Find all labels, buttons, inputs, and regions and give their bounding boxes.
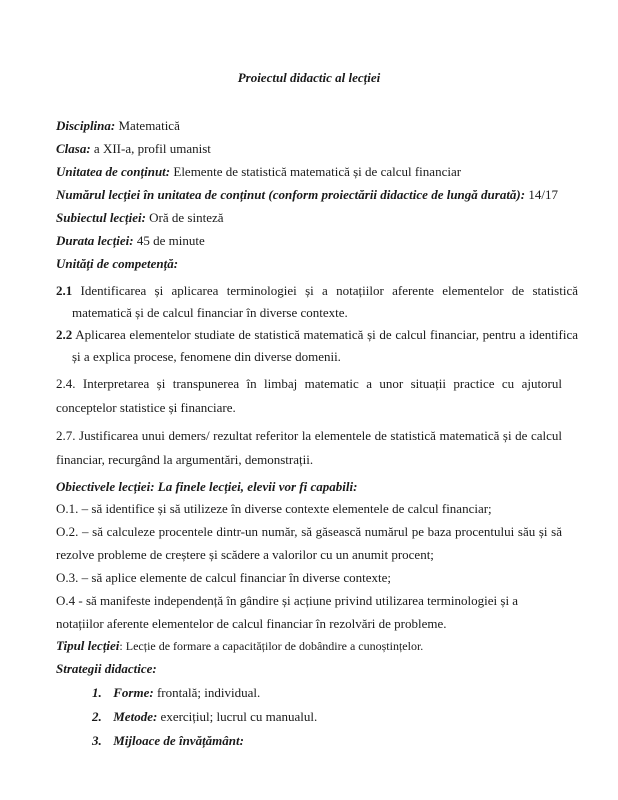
field-disciplina (56, 118, 180, 134)
competence-2-1 (56, 280, 578, 324)
strategy-number: 2. (92, 709, 102, 724)
strategy-value: frontală; individual. (153, 685, 261, 700)
field-value: Elemente de statistică matematică și de calcul financiar (170, 164, 462, 179)
competence-2-4 (56, 372, 562, 420)
field-value: Oră de sinteză (145, 210, 224, 225)
strategy-number: 3. (92, 733, 102, 748)
field-value: 45 de minute (133, 233, 205, 248)
objective-o4: O.4 - să manifeste independență în gândire și acțiune privind utilizarea terminologiei și a notațiilor aferente elementelor de calcul financiar în rezolvări de probleme. (56, 593, 519, 631)
field-label: Disciplina: (56, 118, 116, 133)
competences-heading (56, 256, 178, 272)
competence-number: 2.1 (56, 283, 73, 298)
competence-text: Justificarea unui demers/ rezultat referitor la elementele de statistică matematică și de calcul financiar, recurgând la argumentări, demonstrații. (56, 428, 562, 467)
strategy-number: 1. (92, 685, 102, 700)
field-value: a XII-a, profil umanist (90, 141, 211, 156)
lesson-type-value: : Lecție de formare a capacităților de dobândire a cunoștințelor. (119, 639, 424, 653)
lesson-type-label: Tipul lecției (56, 638, 120, 653)
strategy-item (92, 733, 244, 749)
field-durata (56, 233, 205, 249)
field-value: Matematică (115, 118, 180, 133)
competence-number: 2.7. (56, 428, 76, 443)
field-label: Durata lecției: (56, 233, 134, 248)
objective-o3: O.3. – să aplice elemente de calcul financiar în diverse contexte; (56, 570, 391, 585)
competence-2-2 (56, 324, 578, 368)
competence-text: Interpretarea și transpunerea în limbaj matematic a unor situații practice cu ajutorul conceptelor statistice și financiare. (56, 376, 562, 415)
field-clasa (56, 141, 211, 157)
strategy-label: Mijloace de învățământ: (113, 733, 244, 748)
field-subiectul (56, 210, 224, 226)
strategy-label: Metode: (113, 709, 158, 724)
strategies-heading: Strategii didactice: (56, 661, 157, 676)
competence-number: 2.4. (56, 376, 76, 391)
competence-2-7 (56, 424, 562, 472)
field-unitatea (56, 164, 461, 180)
document-title: Proiectul didactic al lecției (237, 70, 381, 85)
field-label: Unitatea de conținut: (56, 164, 171, 179)
objective-o1: O.1. – să identifice și să utilizeze în diverse contexte elementele de calcul financiar; (56, 501, 492, 516)
strategy-label: Forme: (113, 685, 154, 700)
field-label: Subiectul lecției: (56, 210, 146, 225)
competence-text: Identificarea și aplicarea terminologiei și a notațiilor aferente elementelor de statistică matematică și de calcul financiar în diverse contexte. (72, 283, 578, 320)
field-value: 14/17 (525, 187, 558, 202)
competence-number: 2.2 (56, 327, 73, 342)
field-label: Clasa: (56, 141, 91, 156)
field-numarul-lectiei (56, 187, 558, 203)
objective-o2: O.2. – să calculeze procentele dintr-un număr, să găsească numărul pe baza procentului său și să rezolve probleme de creștere și scădere a valorilor cu un anumit procent; (56, 524, 562, 562)
field-label: Numărul lecției în unitatea de conținut (conform proiectării didactice de lungă durată): (56, 187, 526, 202)
strategy-item (92, 685, 260, 701)
lesson-type (56, 638, 423, 654)
field-label: Unități de competență: (56, 256, 179, 271)
objectives-heading: Obiectivele lecției: La finele lecției, elevii vor fi capabili: (56, 479, 358, 494)
competence-text: Aplicarea elementelor studiate de statistică matematică și de calcul financiar, pentru a identifica și a explica procese, fenomene din diverse domenii. (72, 327, 578, 364)
strategy-value: exercițiul; lucrul cu manualul. (157, 709, 318, 724)
strategy-item (92, 709, 317, 725)
